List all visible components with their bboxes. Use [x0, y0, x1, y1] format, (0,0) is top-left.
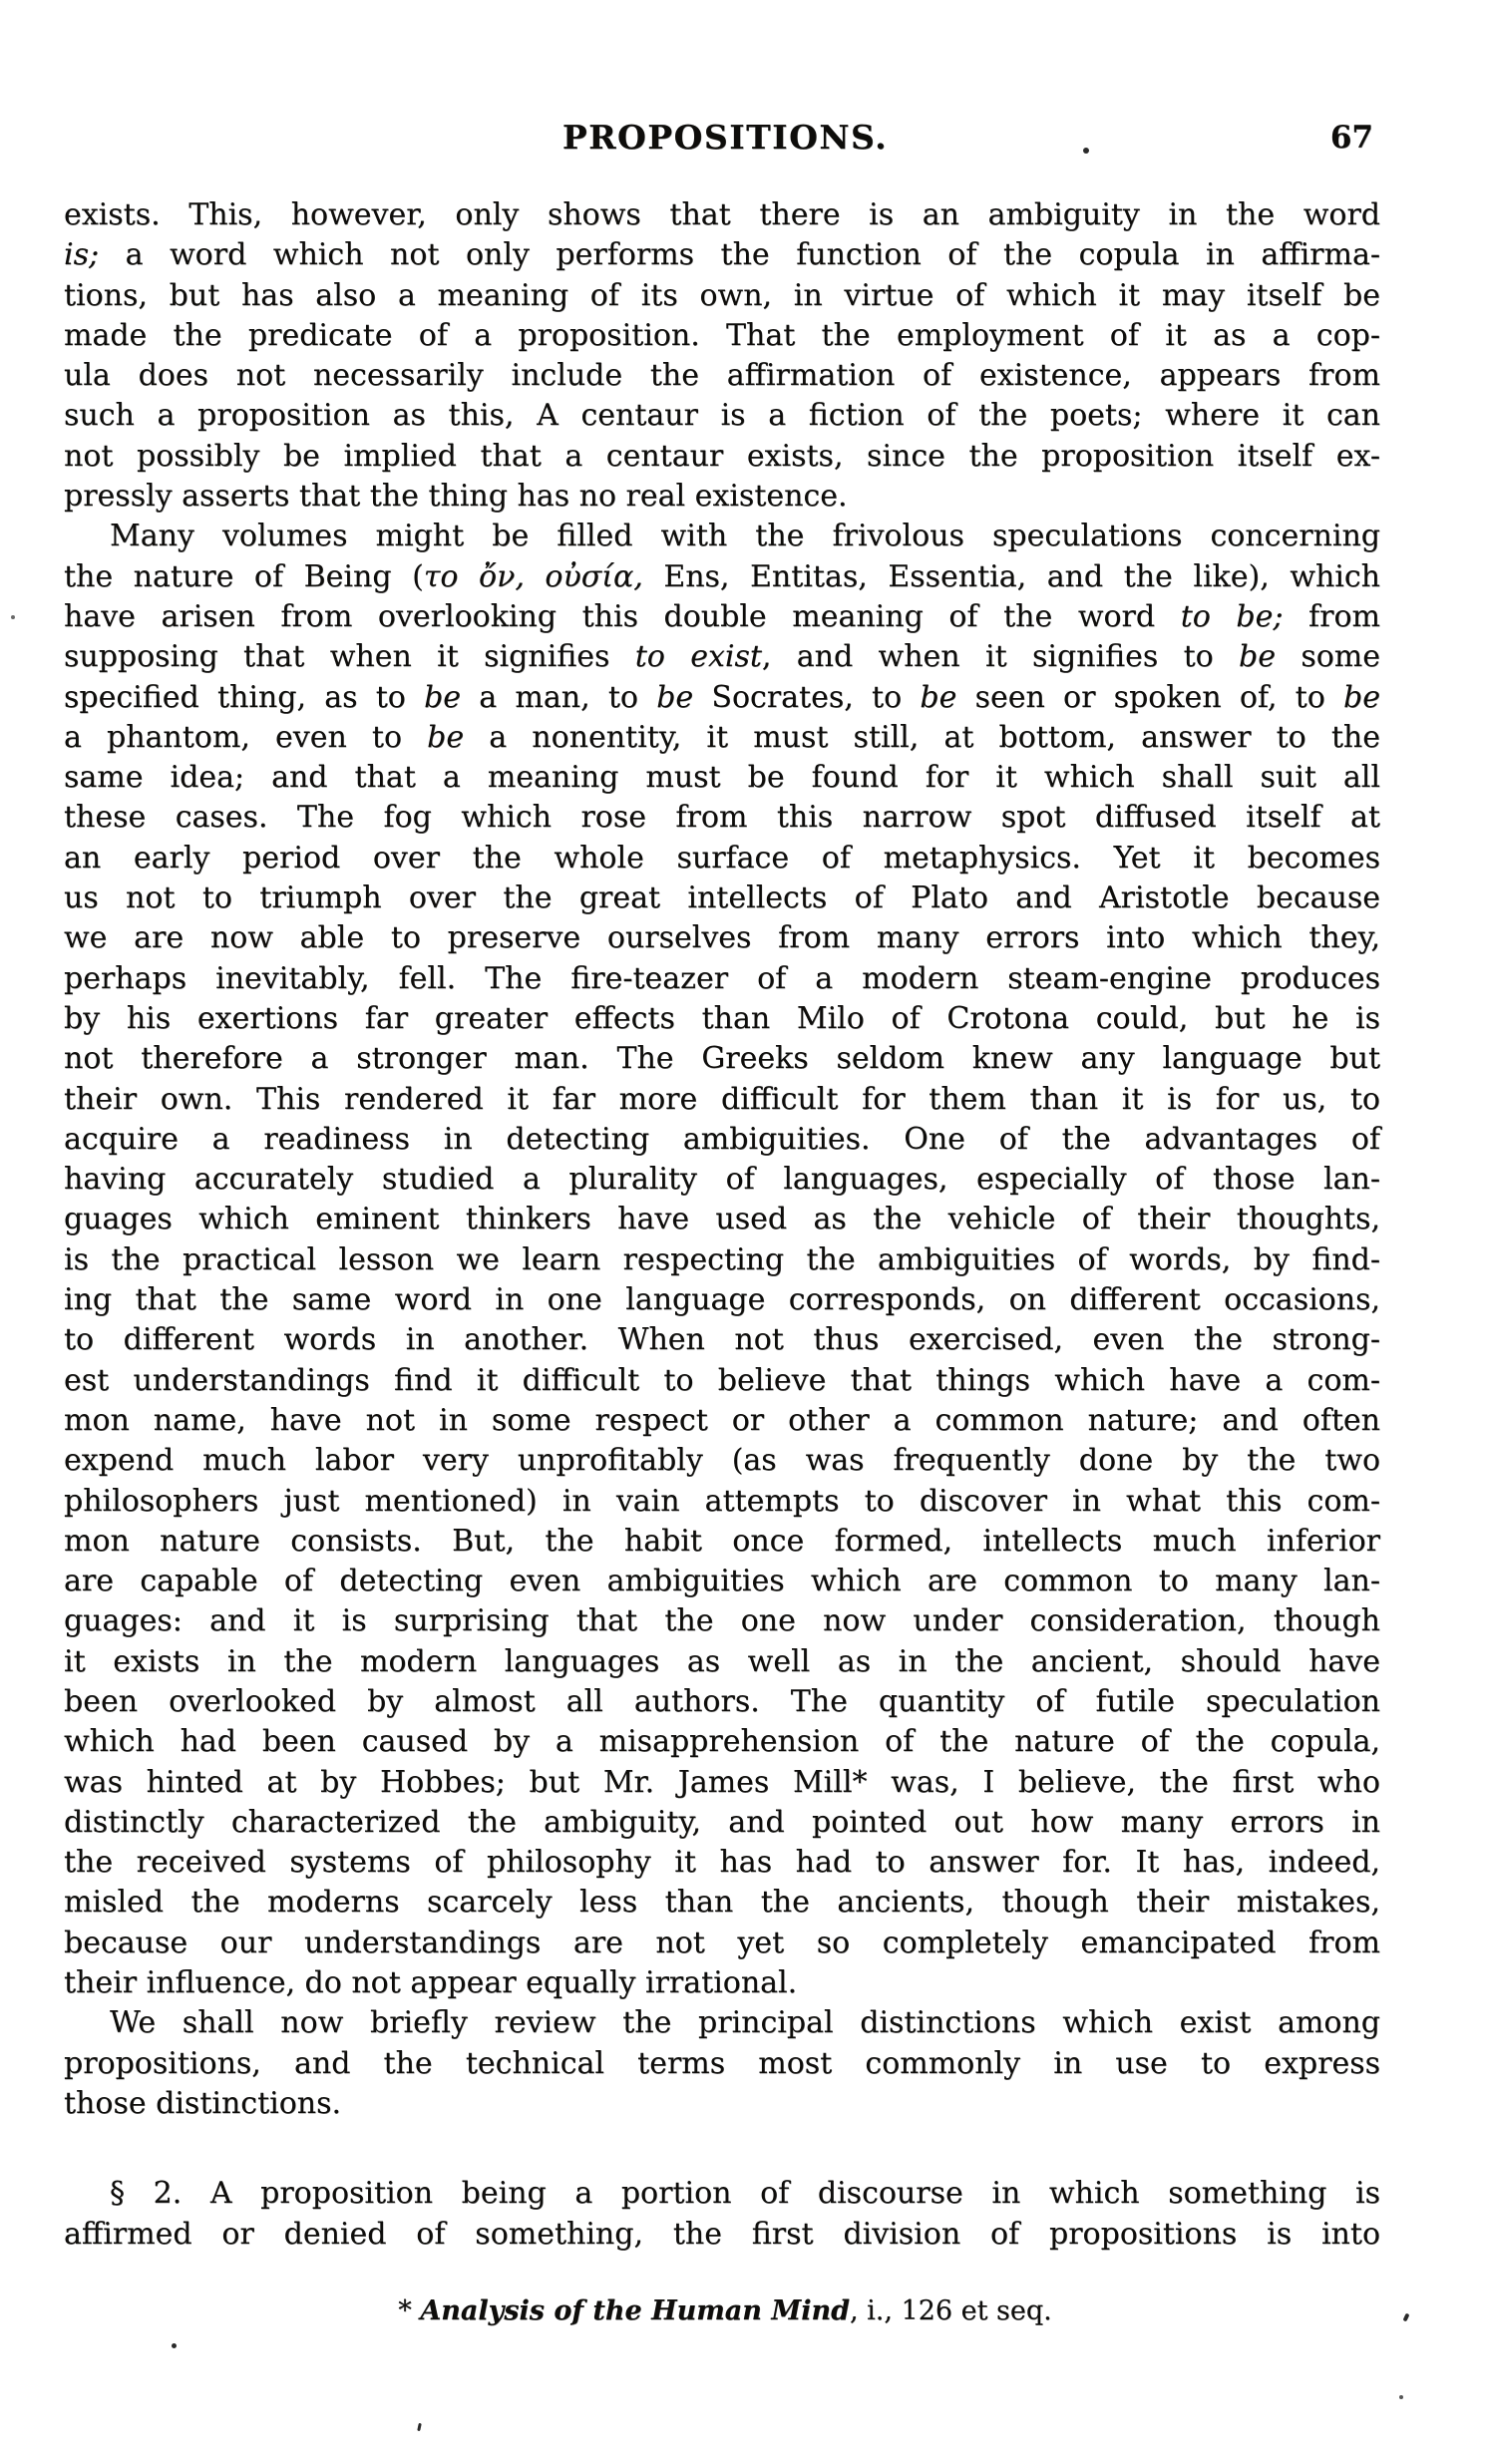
ink-speck	[1083, 148, 1089, 154]
text-run: such a proposition as this, A centaur is a fiction of the poets; where it can	[64, 398, 1380, 434]
text-line	[64, 1320, 1380, 1360]
text-run: supposing that when it signifies	[64, 639, 635, 675]
text-run: from	[1283, 598, 1380, 634]
text-line	[64, 1843, 1380, 1883]
text-line	[64, 2084, 1380, 2124]
text-run: affirmed or denied of something, the first division of propositions is into	[64, 2216, 1380, 2252]
text-run: to different words in another. When not thus exercised, even the strong-	[64, 1322, 1380, 1358]
text-run: perhaps inevitably, fell. The fire-teazer of a modern steam-engine produces	[64, 960, 1380, 996]
text-line	[64, 1361, 1380, 1401]
text-line	[64, 999, 1380, 1039]
text-run: Socrates, to	[693, 679, 921, 715]
text-line	[64, 557, 1380, 597]
text-run: , and when it signifies to	[761, 639, 1240, 675]
text-run: which had been caused by a misapprehension of the nature of the copula,	[64, 1724, 1380, 1760]
text-line	[64, 678, 1380, 718]
text-line	[64, 276, 1380, 316]
text-run: have arisen from overlooking this double meaning of the word	[64, 598, 1181, 634]
text-run: *	[398, 2295, 421, 2326]
text-line	[64, 637, 1380, 677]
text-run: acquire a readiness in detecting ambiguities. One of the advantages of	[64, 1121, 1380, 1157]
text-line	[64, 1803, 1380, 1843]
text-run: been overlooked by almost all authors. The quantity of futile speculation	[64, 1683, 1380, 1719]
text-line	[64, 1924, 1380, 1963]
text-run: because our understandings are not yet so completely emancipated from	[64, 1925, 1380, 1960]
text-run: pressly asserts that the thing has no real existence.	[64, 479, 848, 515]
text-run: those distinctions.	[64, 2085, 342, 2121]
text-run: are capable of detecting even ambiguities which are common to many lan-	[64, 1564, 1380, 1599]
emphasized-text: be	[920, 679, 957, 715]
text-run: est understandings find it difficult to believe that things which have a com-	[64, 1362, 1380, 1398]
text-run: not therefore a stronger man. The Greeks seldom knew any language but	[64, 1041, 1380, 1077]
text-line	[64, 2003, 1380, 2043]
text-run: distinctly characterized the ambiguity, and pointed out how many errors in	[64, 1804, 1380, 1840]
text-run: a phantom, even to	[64, 719, 428, 755]
text-line	[64, 798, 1380, 838]
emphasized-text: be	[656, 679, 694, 715]
text-run: an early period over the whole surface of metaphysics. Yet it becomes	[64, 840, 1380, 876]
text-run: it exists in the modern languages as well as in the ancient, should have	[64, 1643, 1380, 1679]
text-line	[64, 477, 1380, 517]
text-run: is the practical lesson we learn respecting the ambiguities of words, by find-	[64, 1241, 1380, 1277]
text-run: misled the moderns scarcely less than the ancients, though their mistakes,	[64, 1885, 1380, 1921]
text-run: having accurately studied a plurality of languages, especially of those lan-	[64, 1162, 1380, 1198]
emphasized-text: to be;	[1180, 598, 1284, 634]
text-run: these cases. The fog which rose from this narrow spot diffused itself at	[64, 800, 1380, 836]
text-line	[64, 839, 1380, 879]
emphasized-text: be	[427, 719, 465, 755]
text-run: made the predicate of a proposition. That the employment of it as a cop-	[64, 317, 1380, 353]
text-run: their own. This rendered it far more difficult for them than it is for us, to	[64, 1081, 1380, 1117]
text-run: tions, but has also a meaning of its own, in virtue of which it may itself be	[64, 277, 1380, 313]
text-line	[64, 1160, 1380, 1200]
text-run: Ens, Entitas, Essentia, and the like), which	[642, 558, 1381, 594]
text-line	[64, 1120, 1380, 1160]
paragraph	[64, 517, 1380, 2003]
text-line	[64, 918, 1380, 958]
text-line	[64, 356, 1380, 396]
text-run: us not to triumph over the great intellects of Plato and Aristotle because	[64, 880, 1380, 916]
text-line	[64, 718, 1380, 758]
text-run: ing that the same word in one language corresponds, on different occasions,	[64, 1282, 1380, 1318]
text-line	[64, 1642, 1380, 1682]
paragraph	[64, 2174, 1380, 2255]
text-run: , i., 126 et seq.	[849, 2295, 1052, 2326]
text-line	[64, 1522, 1380, 1562]
text-line	[64, 437, 1380, 477]
text-line	[64, 1401, 1380, 1441]
text-run: the nature of Being (	[64, 558, 424, 594]
text-line	[64, 1722, 1380, 1762]
text-line	[64, 235, 1380, 275]
text-line	[64, 1482, 1380, 1522]
emphasized-text: be	[424, 679, 462, 715]
text-run: We shall now briefly review the principal distinctions which exist among	[110, 2005, 1380, 2041]
text-run: mon name, have not in some respect or other a common nature; and often	[64, 1402, 1380, 1438]
ink-speck	[417, 2423, 422, 2431]
text-line	[64, 195, 1380, 235]
text-run: mon nature consists. But, the habit once formed, intellects much inferior	[64, 1523, 1380, 1559]
emphasized-text: Analysis of the Human Mind	[420, 2295, 850, 2326]
text-line	[64, 1240, 1380, 1280]
text-line	[64, 597, 1380, 637]
text-line	[64, 2215, 1380, 2255]
text-run: specified thing, as to	[64, 679, 425, 715]
text-line	[64, 879, 1380, 918]
text-run: Many volumes might be filled with the frivolous speculations concerning	[110, 519, 1380, 554]
text-line	[64, 1963, 1380, 2003]
text-run: guages which eminent thinkers have used as the vehicle of their thoughts,	[64, 1202, 1380, 1237]
text-line	[64, 396, 1380, 436]
page-number: 67	[1329, 120, 1373, 156]
running-head-title: PROPOSITIONS.	[561, 118, 889, 157]
text-run: a word which not only performs the function of the copula in affirma-	[99, 237, 1380, 273]
text-run: we are now able to preserve ourselves from many errors into which they,	[64, 920, 1380, 956]
text-run: seen or spoken of, to	[956, 679, 1344, 715]
text-run: exists. This, however, only shows that there is an ambiguity in the word	[64, 197, 1380, 232]
text-run: guages: and it is surprising that the one now under consideration, though	[64, 1603, 1380, 1639]
text-run: philosophers just mentioned) in vain attempts to discover in what this com-	[64, 1483, 1380, 1519]
footnote	[0, 2295, 1450, 2326]
text-run: ula does not necessarily include the affirmation of existence, appears from	[64, 358, 1380, 394]
emphasized-text: το ὄν, οὐσία,	[423, 558, 643, 594]
text-line	[64, 2174, 1380, 2214]
text-run: same idea; and that a meaning must be found for it which shall suit all	[64, 760, 1380, 796]
ink-speck	[11, 615, 15, 619]
text-run: their influence, do not appear equally irrational.	[64, 1965, 798, 2001]
text-run: propositions, and the technical terms most commonly in use to express	[64, 2045, 1380, 2081]
emphasized-text: is;	[64, 237, 100, 273]
text-run: a nonentity, it must still, at bottom, answer to the	[464, 719, 1380, 755]
text-line	[64, 1280, 1380, 1320]
text-run: expend much labor very unprofitably (as was frequently done by the two	[64, 1443, 1380, 1479]
text-line	[64, 1601, 1380, 1641]
paragraph	[64, 2003, 1380, 2124]
text-line	[64, 1080, 1380, 1120]
ink-speck	[172, 2343, 177, 2348]
text-run: by his exertions far greater effects than Milo of Crotona could, but he is	[64, 1000, 1380, 1036]
text-run: a man, to	[461, 679, 657, 715]
text-line	[64, 517, 1380, 556]
text-line	[64, 1763, 1380, 1803]
emphasized-text: be	[1343, 679, 1381, 715]
emphasized-text: to exist	[634, 639, 762, 675]
text-line	[64, 959, 1380, 999]
text-run: the received systems of philosophy it has had to answer for. It has, indeed,	[64, 1845, 1380, 1881]
text-line	[64, 1039, 1380, 1079]
text-line	[64, 758, 1380, 798]
text-run: some	[1276, 639, 1380, 675]
text-line	[64, 1883, 1380, 1923]
text-run: not possibly be implied that a centaur exists, since the proposition itself ex-	[64, 438, 1380, 474]
text-line	[64, 1441, 1380, 1481]
text-line	[64, 1562, 1380, 1601]
text-line	[64, 1682, 1380, 1722]
body-text	[64, 195, 1380, 2255]
text-line	[64, 1200, 1380, 1239]
text-line	[64, 2044, 1380, 2084]
paragraph	[64, 195, 1380, 517]
text-run: § 2. A proposition being a portion of discourse in which something is	[110, 2176, 1380, 2212]
emphasized-text: be	[1239, 639, 1276, 675]
text-run: was hinted at by Hobbes; but Mr. James Mill* was, I believe, the first who	[64, 1764, 1380, 1800]
ink-speck	[1399, 2395, 1403, 2399]
text-line	[64, 316, 1380, 356]
